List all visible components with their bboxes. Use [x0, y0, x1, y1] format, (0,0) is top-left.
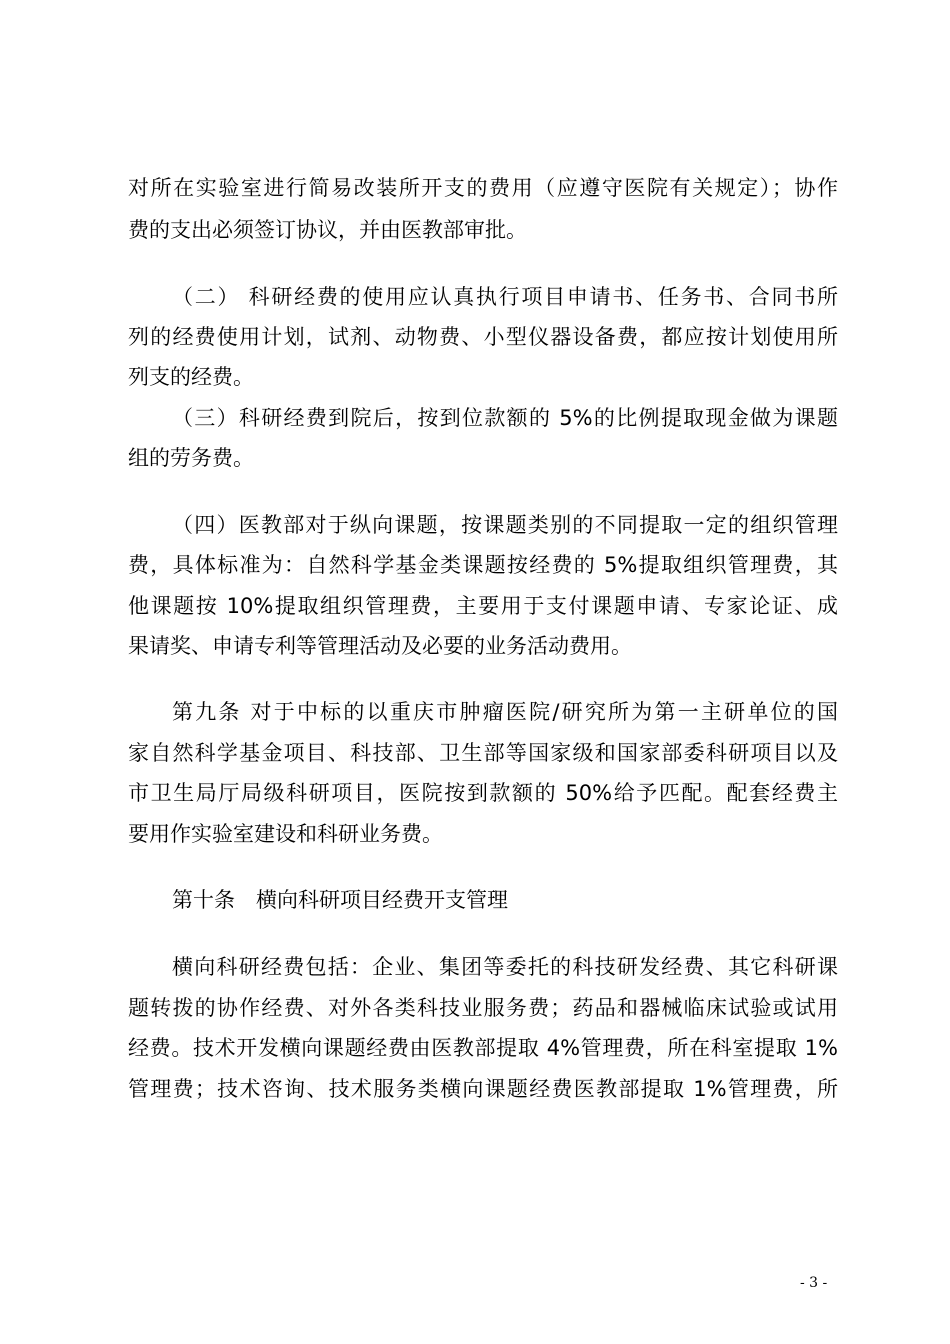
text-line: 管理费；技术咨询、技术服务类横向课题经费医教部提取 1%管理费，所	[128, 1077, 838, 1101]
text-line: 组的劳务费。	[128, 446, 254, 470]
text-line: 他课题按 10%提取组织管理费，主要用于支付课题申请、专家论证、成	[128, 594, 838, 618]
text-line: 题转拨的协作经费、对外各类科技业服务费；药品和器械临床试验或试用	[128, 996, 838, 1020]
text-line: 家自然科学基金项目、科技部、卫生部等国家级和国家部委科研项目以及	[128, 741, 838, 765]
text-line: 费，具体标准为：自然科学基金类课题按经费的 5%提取组织管理费，其	[128, 553, 838, 577]
text-line: 列支的经费。	[128, 365, 254, 389]
text-line: 费的支出必须签订协议，并由医教部审批。	[128, 218, 527, 242]
page-number: - 3 -	[800, 1275, 828, 1291]
text-line: （二） 科研经费的使用应认真执行项目申请书、任务书、合同书所	[172, 285, 838, 309]
text-line: 对所在实验室进行简易改装所开支的费用（应遵守医院有关规定）；协作	[128, 176, 838, 200]
text-line: 果请奖、申请专利等管理活动及必要的业务活动费用。	[128, 634, 632, 658]
text-line: （三）科研经费到院后，按到位款额的 5%的比例提取现金做为课题	[172, 406, 838, 430]
section-heading: 第十条 横向科研项目经费开支管理	[172, 888, 508, 912]
text-line: 经费。技术开发横向课题经费由医教部提取 4%管理费，所在科室提取 1%	[128, 1036, 838, 1060]
text-line: 列的经费使用计划，试剂、动物费、小型仪器设备费，都应按计划使用所	[128, 325, 838, 349]
text-line: 横向科研经费包括：企业、集团等委托的科技研发经费、其它科研课	[172, 955, 838, 979]
text-line: （四）医教部对于纵向课题，按课题类别的不同提取一定的组织管理	[172, 513, 838, 537]
text-line: 要用作实验室建设和科研业务费。	[128, 822, 443, 846]
text-line: 第九条 对于中标的以重庆市肿瘤医院/研究所为第一主研单位的国	[172, 700, 838, 724]
text-line: 市卫生局厅局级科研项目，医院按到款额的 50%给予匹配。配套经费主	[128, 781, 838, 805]
